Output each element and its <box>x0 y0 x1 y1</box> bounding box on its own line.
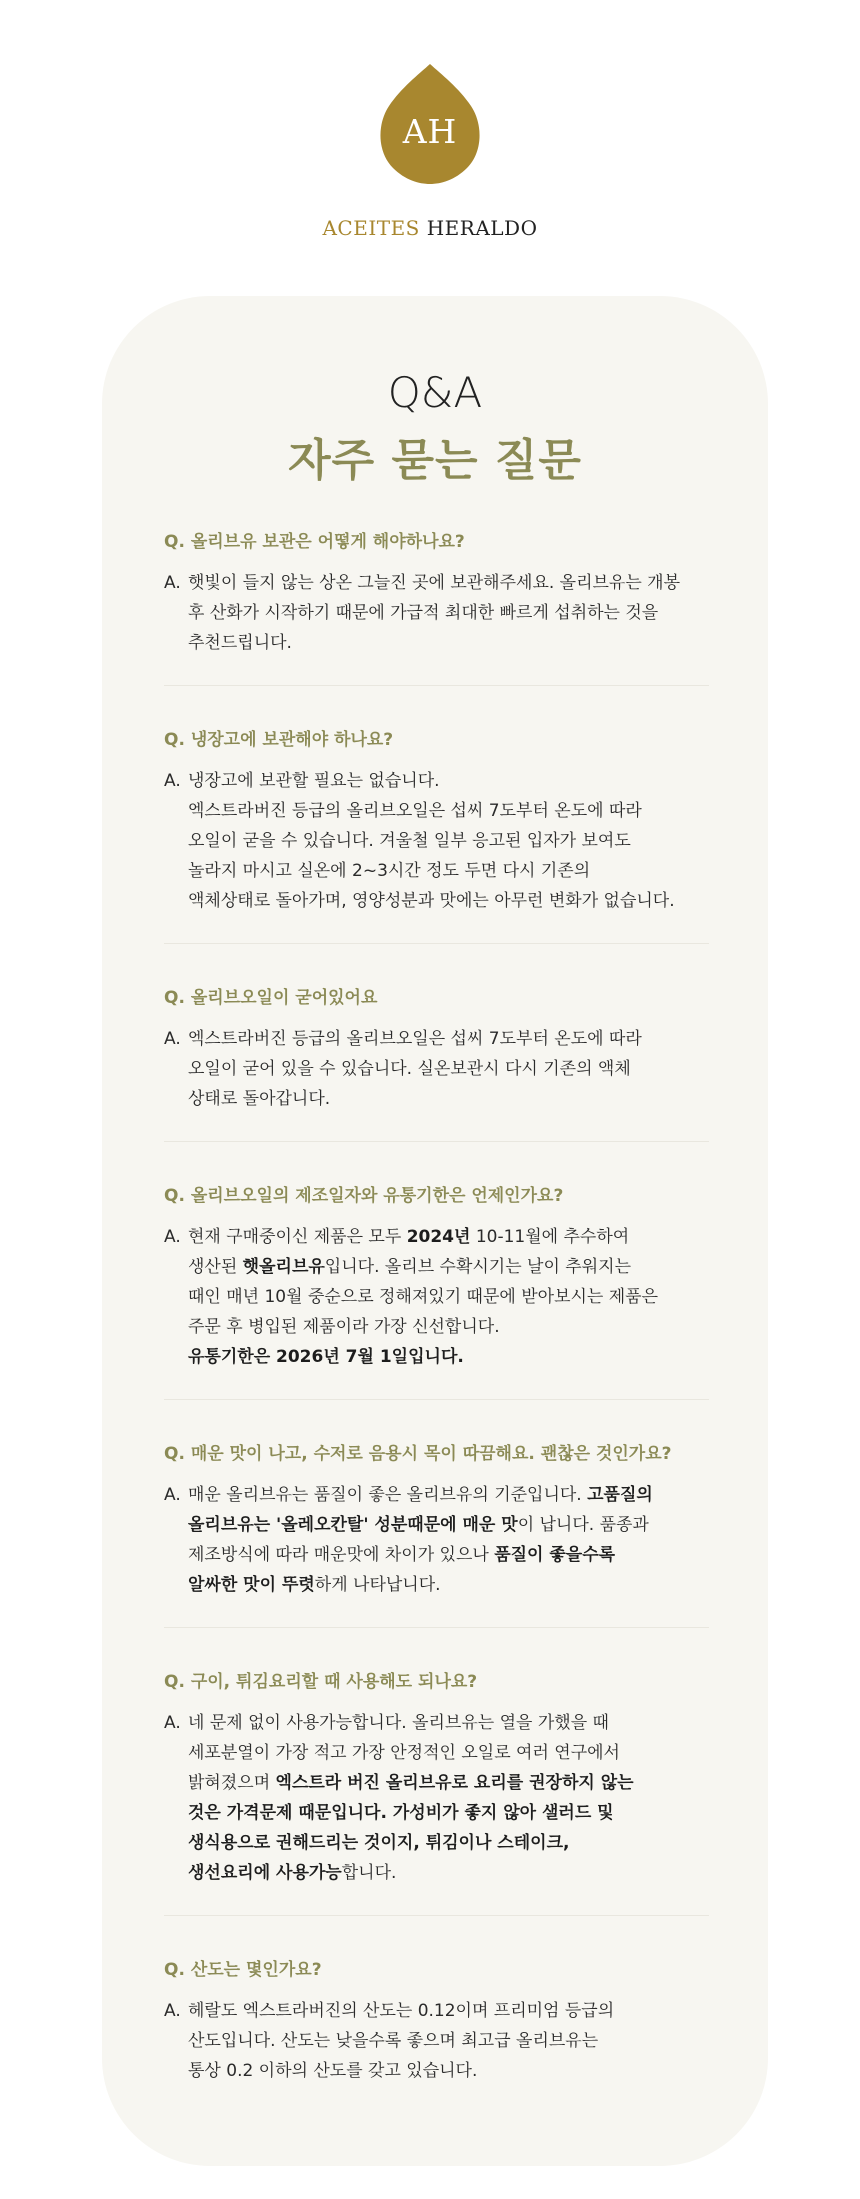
faq-question: Q. 매운 맛이 나고, 수저로 음용시 목이 따끔해요. 괜찮은 것인가요? <box>164 1444 672 1464</box>
answer-prefix: A. <box>164 2001 181 2021</box>
brand-name-part2: HERALDO <box>426 216 538 240</box>
answer-prefix: A. <box>164 1227 181 1247</box>
answer-emphasis: 2024년 <box>406 1227 471 1247</box>
logo-initials: AH <box>402 112 458 151</box>
answer-line: 오일이 굳을 수 있습니다. 겨울철 일부 응고된 입자가 보여도 <box>188 831 631 851</box>
faq-answer <box>164 1024 709 1114</box>
answer-prefix: A. <box>164 573 181 593</box>
answer-line: 추천드립니다. <box>188 633 292 653</box>
answer-text: 생산된 <box>188 1257 243 1277</box>
answer-emphasis: 생선요리에 사용가능 <box>188 1863 342 1883</box>
brand-logo <box>0 62 860 240</box>
answer-line <box>188 1480 709 1510</box>
faq-item <box>164 728 709 916</box>
answer-emphasis: 유통기한은 2026년 7월 1일입니다. <box>188 1347 464 1367</box>
faq-answer <box>164 1480 709 1600</box>
answer-emphasis: 고품질의 <box>587 1485 653 1505</box>
faq-item <box>164 530 709 658</box>
faq-list <box>164 530 709 2086</box>
answer-text: 현재 구매중이신 제품은 모두 <box>188 1227 407 1247</box>
faq-answer <box>164 568 709 658</box>
answer-text: 10-11월에 추수하여 <box>470 1227 630 1247</box>
faq-answer <box>164 766 709 916</box>
answer-emphasis: 알싸한 맛이 뚜렷 <box>188 1575 315 1595</box>
faq-question: Q. 구이, 튀김요리할 때 사용해도 되나요? <box>164 1672 478 1692</box>
answer-line: 햇빛이 들지 않는 상온 그늘진 곳에 보관해주세요. 올리브유는 개봉 <box>188 573 681 593</box>
faq-divider <box>164 1141 709 1142</box>
olive-drop-icon <box>379 62 481 186</box>
answer-line: 헤랄도 엑스트라버진의 산도는 0.12이며 프리미엄 등급의 <box>188 2001 615 2021</box>
answer-line <box>188 1342 709 1372</box>
faq-answer <box>164 1708 709 1888</box>
answer-prefix: A. <box>164 1029 181 1049</box>
faq-item <box>164 1670 709 1888</box>
answer-line: 주문 후 병입된 제품이라 가장 신선합니다. <box>188 1317 500 1337</box>
answer-line: 놀라지 마시고 실온에 2~3시간 정도 두면 다시 기존의 <box>188 861 591 881</box>
faq-item <box>164 1958 709 2086</box>
faq-divider <box>164 1627 709 1628</box>
answer-line <box>188 1510 709 1540</box>
faq-question: Q. 산도는 몇인가요? <box>164 1960 322 1980</box>
answer-line: 때인 매년 10월 중순으로 정해져있기 때문에 받아보시는 제품은 <box>188 1287 659 1307</box>
page-title-en: Q&A <box>387 368 483 417</box>
page-title-ko: 자주 묻는 질문 <box>288 435 582 486</box>
faq-card <box>102 296 768 2166</box>
answer-prefix: A. <box>164 1713 181 1733</box>
answer-line: 세포분열이 가장 적고 가장 안정적인 오일로 여러 연구에서 <box>188 1743 620 1763</box>
brand-name-part1: ACEITES <box>322 216 420 240</box>
answer-line <box>188 1570 709 1600</box>
faq-question: Q. 올리브오일의 제조일자와 유통기한은 언제인가요? <box>164 1186 564 1206</box>
answer-line: 액체상태로 돌아가며, 영양성분과 맛에는 아무런 변화가 없습니다. <box>188 891 675 911</box>
answer-line: 통상 0.2 이하의 산도를 갖고 있습니다. <box>188 2061 478 2081</box>
answer-line <box>188 1252 709 1282</box>
answer-text: 제조방식에 따라 매운맛에 차이가 있으나 <box>188 1545 495 1565</box>
answer-line <box>188 1222 709 1252</box>
answer-line: 냉장고에 보관할 필요는 없습니다. <box>188 771 440 791</box>
answer-text: 밝혀졌으며 <box>188 1773 276 1793</box>
faq-divider <box>164 943 709 944</box>
faq-item <box>164 1184 709 1372</box>
answer-line <box>188 1828 709 1858</box>
answer-line <box>188 1540 709 1570</box>
brand-name <box>0 216 860 240</box>
answer-prefix: A. <box>164 1485 181 1505</box>
answer-prefix: A. <box>164 771 181 791</box>
faq-item <box>164 986 709 1114</box>
faq-divider <box>164 1399 709 1400</box>
faq-item <box>164 1442 709 1600</box>
answer-text: 합니다. <box>341 1863 397 1883</box>
faq-divider <box>164 1915 709 1916</box>
faq-divider <box>164 685 709 686</box>
answer-line: 산도입니다. 산도는 낮을수록 좋으며 최고급 올리브유는 <box>188 2031 599 2051</box>
answer-text: 매운 올리브유는 품질이 좋은 올리브유의 기준입니다. <box>188 1485 588 1505</box>
faq-question: Q. 올리브오일이 굳어있어요 <box>164 988 378 1008</box>
answer-line <box>188 1798 709 1828</box>
answer-emphasis: 엑스트라 버진 올리브유로 요리를 권장하지 않는 <box>275 1773 634 1793</box>
answer-line <box>188 1768 709 1798</box>
answer-emphasis: 품질이 좋을수록 <box>494 1545 616 1565</box>
answer-emphasis: 생식용으로 권해드리는 것이지, 튀김이나 스테이크, <box>188 1833 570 1853</box>
faq-question: Q. 냉장고에 보관해야 하나요? <box>164 730 394 750</box>
answer-line: 엑스트라버진 등급의 올리브오일은 섭씨 7도부터 온도에 따라 <box>188 801 642 821</box>
answer-text: 이 납니다. 품종과 <box>517 1515 649 1535</box>
answer-line: 네 문제 없이 사용가능합니다. 올리브유는 열을 가했을 때 <box>188 1713 609 1733</box>
faq-question: Q. 올리브유 보관은 어떻게 해야하나요? <box>164 532 465 552</box>
answer-emphasis: 올리브유는 '올레오칸탈' 성분때문에 매운 맛 <box>188 1515 518 1535</box>
answer-line: 상태로 돌아갑니다. <box>188 1089 331 1109</box>
answer-text: 하게 나타납니다. <box>314 1575 441 1595</box>
faq-answer <box>164 1222 709 1372</box>
faq-answer <box>164 1996 709 2086</box>
answer-emphasis: 것은 가격문제 때문입니다. 가성비가 좋지 않아 샐러드 및 <box>188 1803 614 1823</box>
answer-line: 후 산화가 시작하기 때문에 가급적 최대한 빠르게 섭취하는 것을 <box>188 603 659 623</box>
answer-line: 오일이 굳어 있을 수 있습니다. 실온보관시 다시 기존의 액체 <box>188 1059 631 1079</box>
answer-emphasis: 햇올리브유 <box>242 1257 325 1277</box>
answer-line: 엑스트라버진 등급의 올리브오일은 섭씨 7도부터 온도에 따라 <box>188 1029 642 1049</box>
answer-text: 입니다. 올리브 수확시기는 날이 추워지는 <box>324 1257 631 1277</box>
answer-line <box>188 1858 709 1888</box>
